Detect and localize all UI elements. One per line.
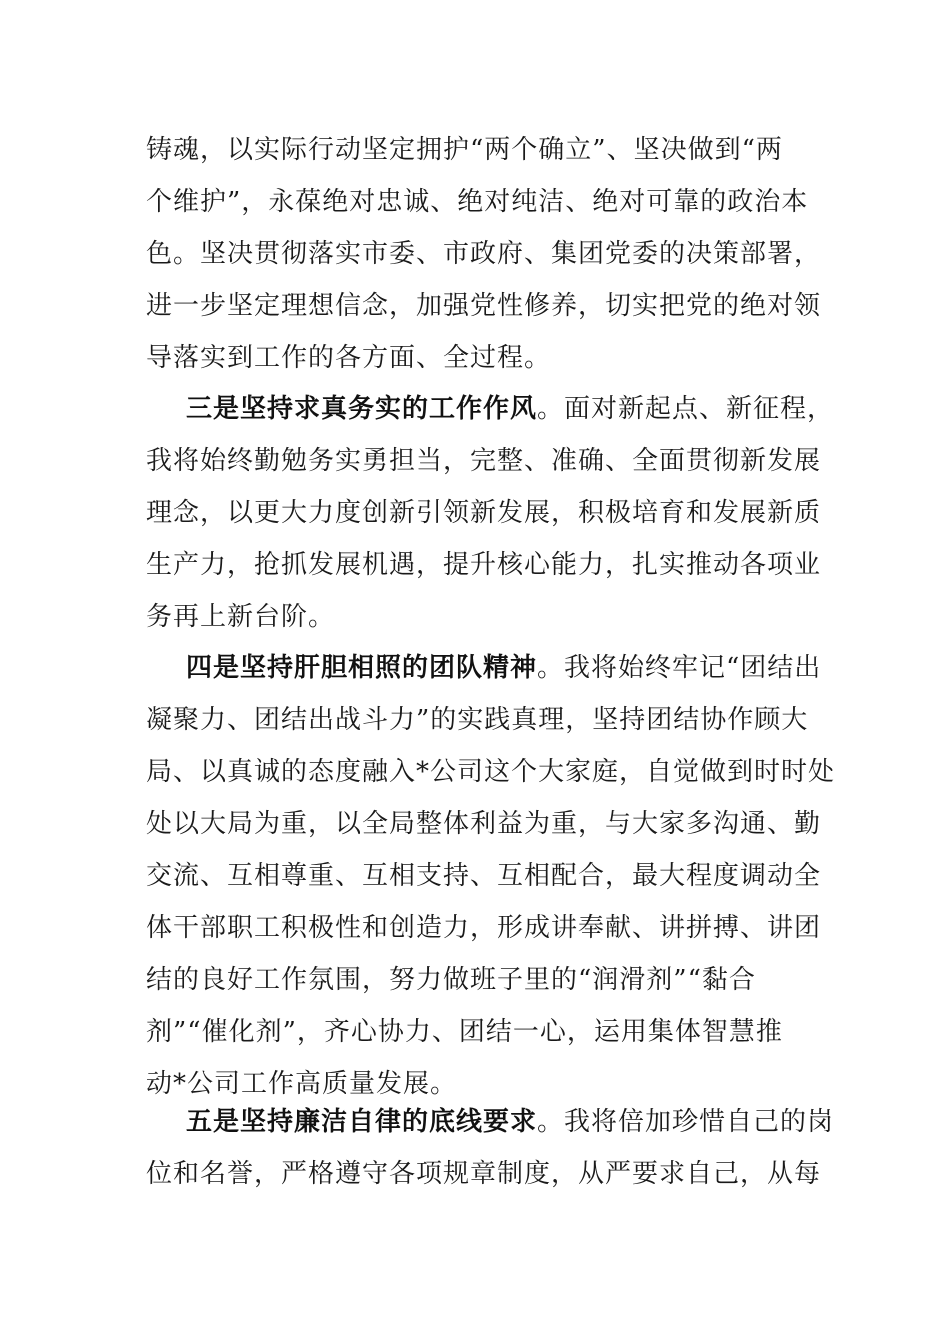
text-line: 导落实到工作的各方面、全过程。	[146, 343, 552, 373]
text-line: 局、以真诚的态度融入*公司这个大家庭，自觉做到时时处	[146, 757, 836, 787]
text-line: 进一步坚定理想信念，加强党性修养，切实把党的绝对领	[146, 291, 822, 321]
text-line: 位和名誉，严格遵守各项规章制度，从严要求自己，从每	[146, 1159, 822, 1189]
text-line: 体干部职工积极性和创造力，形成讲奉献、讲拼搏、讲团	[146, 913, 822, 943]
text-line	[146, 642, 822, 694]
text-line	[146, 383, 835, 435]
text-line: 处以大局为重，以全局整体利益为重，与大家多沟通、勤	[146, 809, 822, 839]
text-line: 铸魂，以实际行动坚定拥护“两个确立”、坚决做到“两	[146, 135, 783, 165]
paragraph-continuation	[146, 124, 822, 384]
text-run: 。我将倍加珍惜自己的岗	[537, 1107, 835, 1137]
text-line: 动*公司工作高质量发展。	[146, 1069, 458, 1099]
paragraph-heading: 五是坚持廉洁自律的底线要求	[186, 1107, 538, 1137]
text-run: 。面对新起点、新征程，	[537, 394, 835, 424]
text-line: 剂”“催化剂”，齐心协力、团结一心，运用集体智慧推	[146, 1017, 783, 1047]
text-line: 理念，以更大力度创新引领新发展，积极培育和发展新质	[146, 498, 822, 528]
paragraph-heading: 四是坚持肝胆相照的团队精神	[186, 653, 538, 683]
text-line: 交流、互相尊重、互相支持、互相配合，最大程度调动全	[146, 861, 822, 891]
text-line: 务再上新台阶。	[146, 602, 336, 632]
paragraph-integrity	[146, 1096, 835, 1200]
text-line: 凝聚力、团结出战斗力”的实践真理，坚持团结协作顾大	[146, 705, 809, 735]
text-line: 我将始终勤勉务实勇担当，完整、准确、全面贯彻新发展	[146, 446, 822, 476]
paragraph-heading: 三是坚持求真务实的工作作风	[186, 394, 538, 424]
text-line: 生产力，抢抓发展机遇，提升核心能力，扎实推动各项业	[146, 550, 822, 580]
text-line	[146, 1096, 835, 1148]
paragraph-work-style	[146, 383, 835, 643]
text-line: 个维护”，永葆绝对忠诚、绝对纯洁、绝对可靠的政治本	[146, 187, 809, 217]
paragraph-team-spirit	[146, 642, 836, 1110]
text-line: 色。坚决贯彻落实市委、市政府、集团党委的决策部署，	[146, 239, 822, 269]
text-run: 。我将始终牢记“团结出	[537, 653, 822, 683]
text-line: 结的良好工作氛围，努力做班子里的“润滑剂”“黏合	[146, 965, 756, 995]
